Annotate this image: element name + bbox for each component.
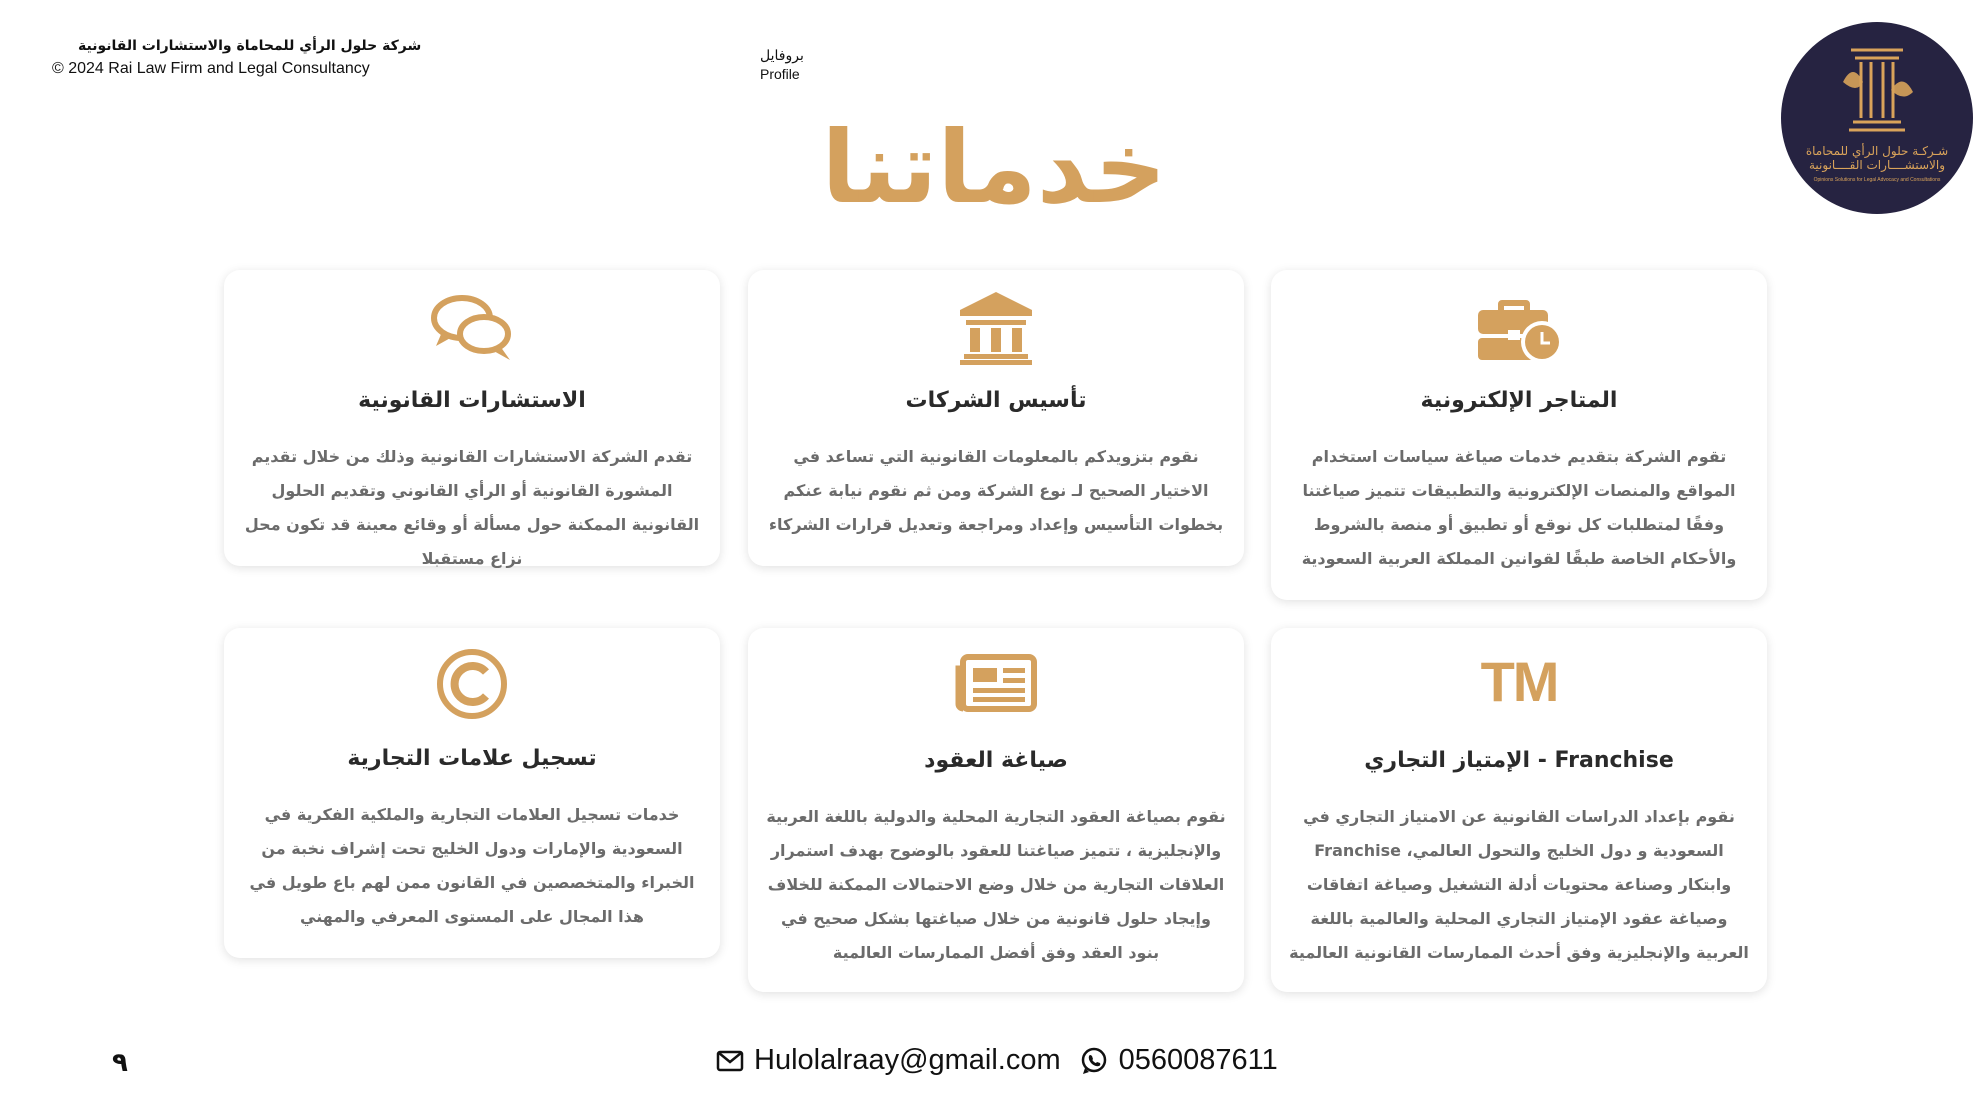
service-description: نقوم بتزويدكم بالمعلومات القانونية التي تساعد في الاختيار الصحيح لـ نوع الشركة ومن ثم نقوم نيابة عنكم بخطوات التأسيس وإعداد ومراجعة وتعديل قرارات الشركاء bbox=[768, 447, 1224, 534]
header-company bbox=[52, 38, 421, 78]
service-card-trademark-registration bbox=[224, 628, 720, 958]
header-section bbox=[760, 46, 804, 84]
service-description: تقدم الشركة الاستشارات القانونية وذلك من خلال تقديم المشورة القانونية أو الرأي القانوني وتقديم الحلول القانونية الممكنة حول مسألة أو وقائع معينة قد تكون محل نزاع مستقبلا bbox=[244, 447, 700, 568]
envelope-icon bbox=[716, 1050, 744, 1072]
company-name-en: © 2024 Rai Law Firm and Legal Consultancy bbox=[52, 60, 370, 77]
phone-contact[interactable] bbox=[1079, 1044, 1278, 1077]
email-address[interactable]: Hulolalraay@gmail.com bbox=[754, 1044, 1061, 1076]
page-number: ٩ bbox=[112, 1048, 128, 1078]
trademark-icon: TM bbox=[1480, 650, 1558, 713]
section-label-ar: بروفايل bbox=[760, 47, 804, 63]
service-description: تقوم الشركة بتقديم خدمات صياغة سياسات استخدام المواقع والمنصات الإلكترونية والتطبيقات تتميز صياغتنا وفقًا لمتطلبات كل نوقع أو تطبيق أو منصة بالشروط والأحكام الخاصة طبقًا لقوانين المملكة العربية السعودية bbox=[1301, 447, 1737, 568]
section-label-en: Profile bbox=[760, 66, 800, 82]
service-title: صياغة العقود bbox=[924, 748, 1068, 773]
bank-building-icon bbox=[958, 290, 1034, 366]
service-card-company-formation bbox=[748, 270, 1244, 566]
briefcase-clock-icon bbox=[1474, 290, 1564, 366]
copyright-icon bbox=[436, 648, 508, 720]
service-description: نقوم بصياغة العقود التجارية المحلية والدولية باللغة العربية والإنجليزية ، تتميز صياغتنا للعقود بالوضوح بهدف استمرار العلاقات التجارية من خلال وضع الاحتمالات الممكنة للخلاف وإيجاد حلول قانونية من خلال صياغتها بشكل صحيح في بنود العقد وفق أفضل الممارسات العالمية bbox=[766, 807, 1226, 962]
service-card-legal-consulting bbox=[224, 270, 720, 566]
service-description: نقوم بإعداد الدراسات القانونية عن الامتياز التجاري في السعودية و دول الخليج والتحول العالمي، Franchise وابتكار وصناعة محتويات أدلة التشغيل وصياغة اتفاقات وصياغة عقود الإمتياز التجاري المحلية والعالمية باللغة العربية والإنجليزية وفق أحدث الممارسات القانونية العالمية bbox=[1289, 807, 1749, 962]
service-title: Franchise - الإمتياز التجاري bbox=[1364, 748, 1674, 773]
newspaper-document-icon bbox=[955, 654, 1037, 712]
company-name-ar: شركة حلول الرأي للمحاماة والاستشارات القانونية bbox=[78, 38, 422, 54]
email-contact[interactable] bbox=[716, 1044, 1061, 1077]
service-card-franchise bbox=[1271, 628, 1767, 992]
logo-name-en: Opinions Solutions for Legal Advocacy and Consultations bbox=[1813, 177, 1941, 183]
page-title: خدماتنا bbox=[821, 109, 1167, 226]
whatsapp-icon bbox=[1079, 1046, 1109, 1076]
chat-bubbles-icon bbox=[430, 292, 514, 364]
logo-name-ar: شـركـة حلول الرأي للمحاماة والاستشــــارات القــــانونية bbox=[1805, 144, 1949, 172]
footer-contact bbox=[716, 1044, 1278, 1077]
service-card-ecommerce bbox=[1271, 270, 1767, 600]
phone-number[interactable]: 0560087611 bbox=[1118, 1044, 1278, 1076]
service-title: تسجيل علامات التجارية bbox=[347, 746, 597, 771]
service-description: خدمات تسجيل العلامات التجارية والملكية الفكرية في السعودية والإمارات ودول الخليج تحت إشراف نخبة من الخبراء والمتخصصين في القانون ممن لهم باع طويل في هذا المجال على المستوى المعرفي والمهني bbox=[249, 805, 695, 926]
service-title: تأسيس الشركات bbox=[905, 388, 1087, 413]
service-card-contract-drafting bbox=[748, 628, 1244, 992]
service-title: المتاجر الإلكترونية bbox=[1420, 388, 1618, 413]
service-title: الاستشارات القانونية bbox=[358, 388, 586, 413]
